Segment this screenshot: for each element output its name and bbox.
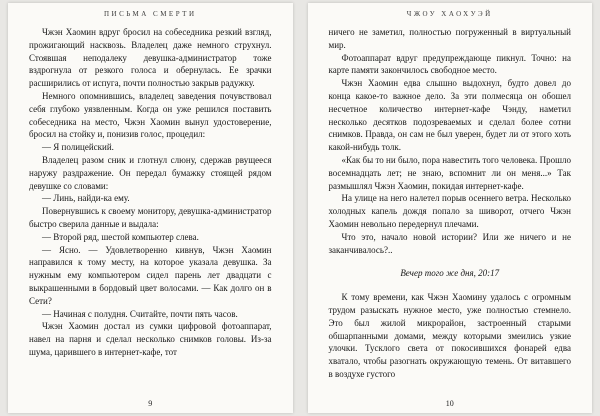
paragraph: ничего не заметил, полностью погруженный в виртуальный мир. — [328, 27, 571, 50]
paragraph: — Я полицейский. — [42, 142, 114, 153]
paragraph: — Второй ряд, шестой компьютер слева. — [42, 231, 199, 242]
running-header-left: ПИСЬМА СМЕРТИ — [103, 10, 197, 18]
paragraph: Фотоаппарат вдруг предупреждающе пикнул. Точно: на карте памяти закончилось свободное место. — [328, 52, 571, 76]
paragraph: Что это, начало новой истории? Или же ничего и не заканчивалось?.. — [328, 231, 571, 255]
paragraph: — Линь, найди-ка ему. — [42, 193, 130, 204]
paragraph: Чжэн Хаомин едва слышно выдохнул, будто довел до конца какое-то важное дело. За эти полмесяца он обошел несчетное количество интернет-кафе Чэнду, наметил несколько десятков подозреваемых и сделал более сотни снимков. Правда, он сам не был уверен, будет ли от этого хоть какой-нибудь толк. — [328, 78, 571, 153]
paragraph: На улице на него налетел порыв осеннего ветра. Несколько холодных капель дождя попало за шиворот, отчего Чжэн Хаомин невольно передернул плечами. — [328, 193, 571, 229]
paragraph: Чжэн Хаомин достал из сумки цифровой фотоаппарат, навел на парня и сделал несколько снимков головы. Из-за шума, царившего в интернет-кафе, тот — [29, 321, 272, 357]
paragraph: Немного опомнившись, владелец заведения почувствовал себя глубоко уязвленным. Когда он уже решился поставить собеседника на место, Чжэн Хаомин вынул удостоверение, бросил на стойку и, понизив голос, процедил: — [29, 90, 272, 140]
page-right — [308, 3, 593, 413]
paragraph: Владелец разом сник и глотнул слюну, сдержав рвущееся наружу раздражение. Он передал бумажку стоящей рядом девушке со словами: — [29, 154, 272, 191]
page-number-right: 10 — [445, 399, 454, 408]
paragraph: Чжэн Хаомин вдруг бросил на собеседника резкий взгляд, прожигающий насквозь. Владелец даже немного струхнул. Стоявшая неподалеку девушка-администратор тоже вздрогнула от резкого голоса и обернулась. Ее зрачки расширились от испуга, почти полностью закрыв радужку. — [29, 27, 272, 89]
scene-heading: Вечер того же дня, 20:17 — [400, 268, 500, 279]
running-header-right: ЧЖОУ ХАОХУЭЙ — [406, 10, 493, 18]
paragraph: К тому времени, как Чжэн Хаомину удалось с огромным трудом разыскать нужное место, уже полностью стемнело. Это был жилой микрорайон, застроенный старыми обшарпанными домами, между которыми змеились узкие улочки. Тусклого света от покосившихся фонарей едва хватало, чтобы разогнать окружающую темень. От витавшего в воздухе густого — [328, 292, 571, 379]
page-left — [8, 3, 293, 413]
page-body-left — [29, 26, 272, 359]
paragraph: — Ясно. — Удовлетворенно кивнув, Чжэн Хаомин направился к тому месту, на которое указала девушка. За нужным ему компьютером сидел парень лет двадцати с выкрашенными в бордовый цвет волосами. — Как долго он в Сети? — [29, 244, 272, 306]
paragraph: Повернувшись к своему монитору, девушка-администратор быстро сверила данные и выдала: — [29, 206, 272, 229]
page-body-right — [329, 26, 572, 381]
paragraph: — Начиная с полудня. Считайте, почти пять часов. — [42, 308, 238, 319]
paragraph: «Как бы то ни было, пора навестить того человека. Прошло восемнадцать лет; не знаю, вспомнит ли он меня...» Так размышлял Чжэн Хаомин, покидая интернет-кафе. — [328, 154, 571, 191]
page-number-left: 9 — [148, 399, 153, 408]
